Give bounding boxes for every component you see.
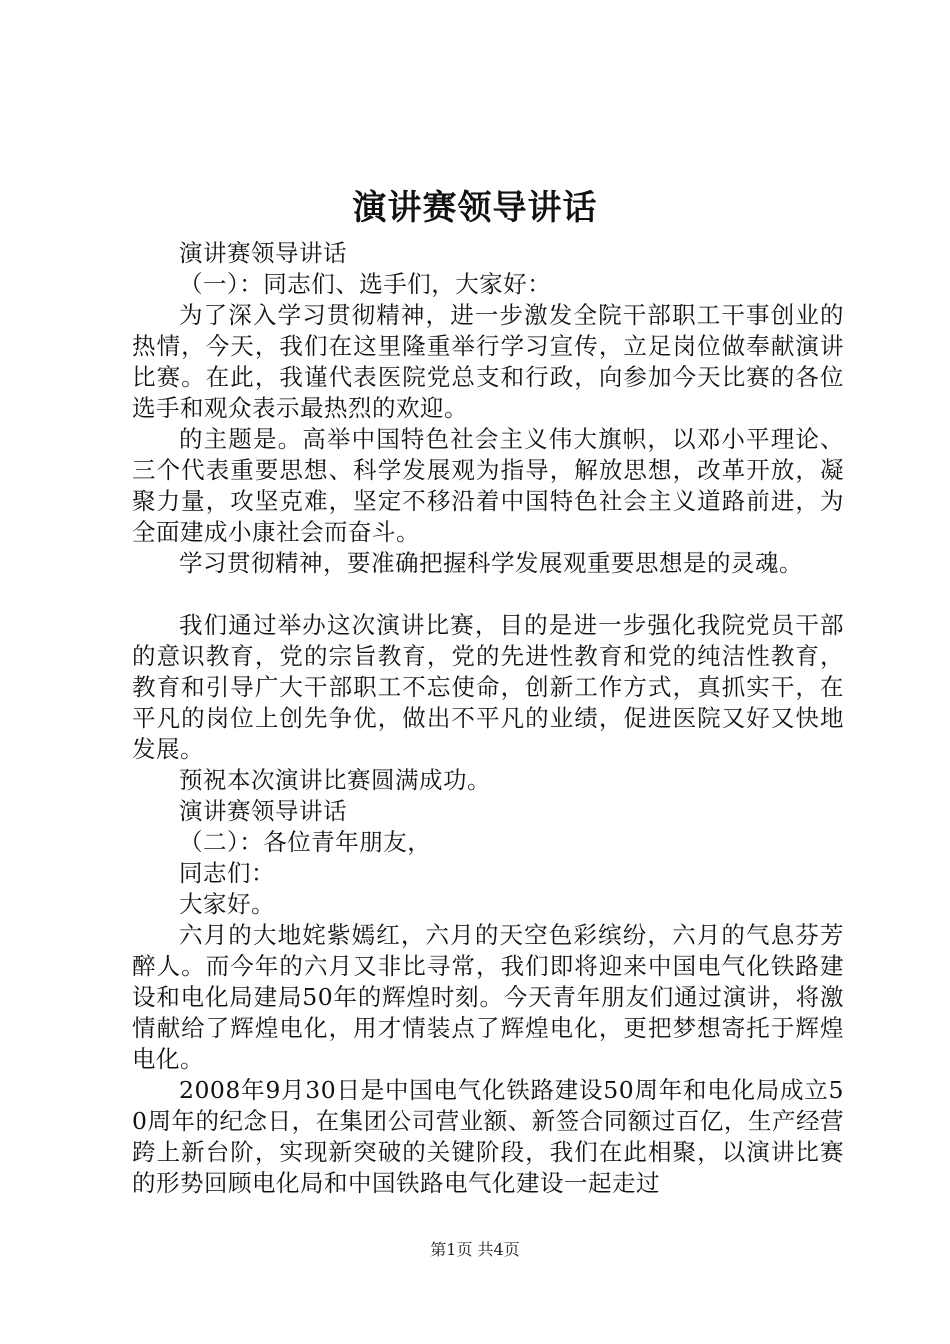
- paragraph-heading: 演讲赛领导讲话: [179, 797, 347, 825]
- document-title: 演讲赛领导讲话: [352, 188, 598, 228]
- paragraph-greeting: 大家好。: [179, 890, 275, 918]
- blank-line: [132, 579, 844, 610]
- paragraph-greeting: 同志们：: [179, 859, 275, 887]
- paragraph: 六月的大地姹紫嫣红，六月的天空色彩缤纷，六月的气息芬芳醉人。而今年的六月又非比寻常，我们即将迎来中国电气化铁路建设和电化局建局50年的辉煌时刻。今天青年朋友们通过演讲，将激情献给了辉煌电化，用才情装点了辉煌电化，更把梦想寄托于辉煌电化。: [132, 921, 844, 1073]
- page-footer: 第1页 共4页: [430, 1240, 520, 1259]
- paragraph: 我们通过举办这次演讲比赛，目的是进一步强化我院党员干部的意识教育，党的宗旨教育，党的先进性教育和党的纯洁性教育，教育和引导广大干部职工不忘使命，创新工作方式，真抓实干，在平凡的岗位上创先争优，做出不平凡的业绩，促进医院又好又快地发展。: [132, 611, 844, 763]
- paragraph: 预祝本次演讲比赛圆满成功。: [179, 766, 491, 794]
- paragraph: 为了深入学习贯彻精神，进一步激发全院干部职工干事创业的热情，今天，我们在这里隆重举行学习宣传，立足岗位做奉献演讲比赛。在此，我谨代表医院党总支和行政，向参加今天比赛的各位选手和观众表示最热烈的欢迎。: [132, 301, 844, 422]
- paragraph: 的主题是。高举中国特色社会主义伟大旗帜，以邓小平理论、三个代表重要思想、科学发展观为指导，解放思想，改革开放，凝聚力量，攻坚克难，坚定不移沿着中国特色社会主义道路前进，为全面建成小康社会而奋斗。: [132, 425, 844, 546]
- paragraph: 学习贯彻精神，要准确把握科学发展观重要思想是的灵魂。: [179, 549, 803, 577]
- paragraph-heading: 演讲赛领导讲话: [179, 239, 347, 267]
- paragraph-greeting: （一）：同志们、选手们，大家好：: [179, 270, 552, 298]
- paragraph: 2008年9月30日是中国电气化铁路建设50周年和电化局成立50周年的纪念日，在集团公司营业额、新签合同额过百亿，生产经营跨上新台阶，实现新突破的关键阶段，我们在此相聚，以演讲比赛的形势回顾电化局和中国铁路电气化建设一起走过: [132, 1076, 844, 1197]
- paragraph-greeting: （二）：各位青年朋友，: [179, 828, 432, 856]
- document-body: [132, 238, 844, 1199]
